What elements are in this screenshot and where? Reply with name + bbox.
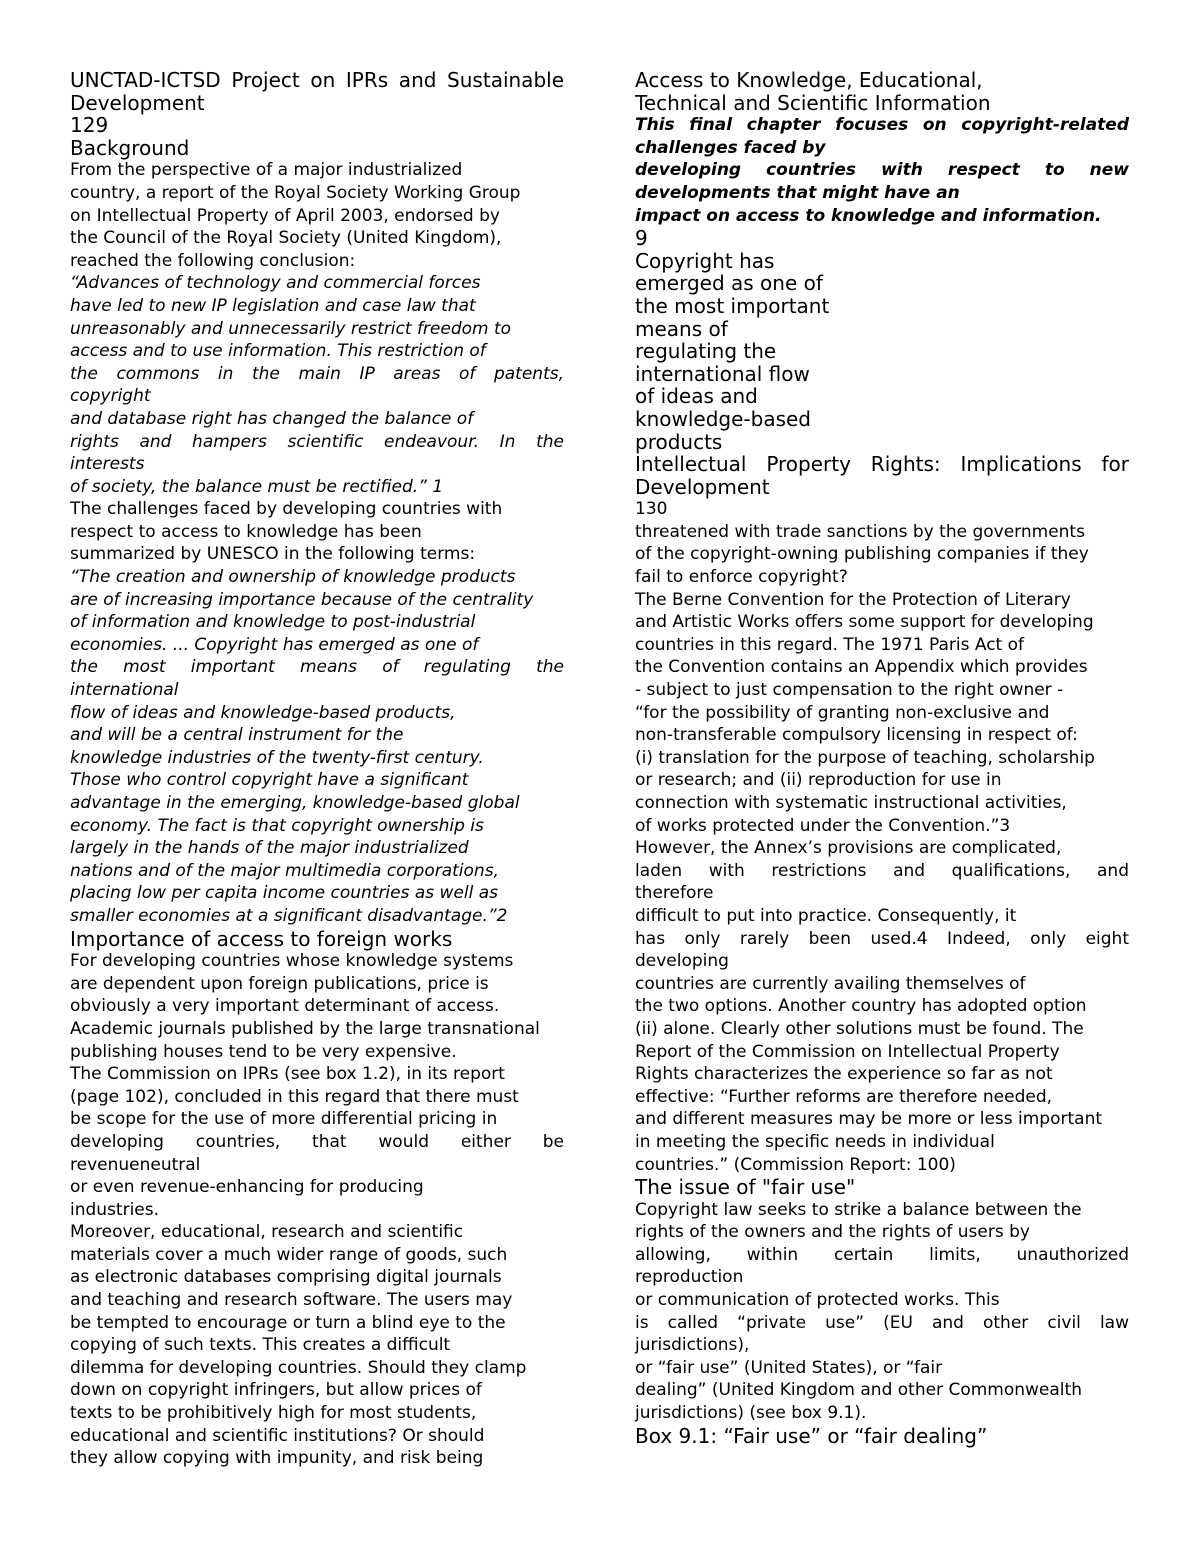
text-line: (page 102), concluded in this regard that there must [70,1086,519,1107]
text-line: texts to be prohibitively high for most students, [70,1403,477,1424]
text-line: the commons in the main IP areas of patents, [70,363,564,384]
text-line: - subject to just compensation to the right owner - [635,680,1064,701]
text-line: Intellectual Property Rights: Implications for [635,452,1129,477]
text-line: copyright [70,386,151,407]
text-line: Copyright has [635,248,775,273]
text-line: countries.” (Commission Report: 100) [635,1154,956,1175]
text-line: 130 [635,499,668,520]
text-line: publishing houses tend to be very expensive. [70,1041,457,1062]
text-line: as electronic databases comprising digital journals [70,1267,502,1288]
text-line: interests [70,454,145,475]
text-line: economy. The fact is that copyright ownership is [70,815,484,836]
text-line: are of increasing importance because of the centrality [70,589,534,610]
text-line: This final chapter focuses on copyright-related [635,115,1129,136]
text-line: the two options. Another country has adopted option [635,996,1087,1017]
text-line: Rights characterizes the experience so far as not [635,1064,1053,1085]
text-line: of information and knowledge to post-industrial [70,612,476,633]
text-line: (i) translation for the purpose of teaching, scholarship [635,747,1095,768]
text-line: jurisdictions), [635,1335,750,1356]
text-line: Academic journals published by the large transnational [70,1018,540,1039]
left-column [70,69,564,1470]
text-line: developing countries with respect to new [635,160,1129,181]
text-line: non-transferable compulsory licensing in respect of: [635,725,1078,746]
text-line: or research; and (ii) reproduction for use in [635,770,1002,791]
text-line: international [70,680,179,701]
text-line: Importance of access to foreign works [70,926,453,951]
text-line: countries are currently availing themselves of [635,973,1026,994]
text-line: on Intellectual Property of April 2003, endorsed by [70,205,500,226]
text-line: fail to enforce copyright? [635,567,848,588]
text-line: knowledge-based [635,406,811,431]
text-line: Copyright law seeks to strike a balance between the [635,1199,1082,1220]
text-line: Report of the Commission on Intellectual Property [635,1041,1060,1062]
text-line: The Commission on IPRs (see box 1.2), in its report [70,1064,505,1085]
text-line: (ii) alone. Clearly other solutions must be found. The [635,1018,1084,1039]
text-line: Box 9.1: “Fair use” or “fair dealing” [635,1423,988,1448]
text-line: revenueneutral [70,1154,201,1175]
text-line: or even revenue-enhancing for producing [70,1177,424,1198]
text-line: advantage in the emerging, knowledge-based global [70,793,520,813]
text-line: emerged as one of [635,271,823,296]
right-column [635,69,1129,1447]
text-line: Those who control copyright have a significant [70,770,469,791]
text-line: are dependent upon foreign publications, price is [70,973,489,994]
text-line: international flow [635,361,810,386]
text-line: be tempted to encourage or turn a blind eye to the [70,1312,506,1333]
text-line: reproduction [635,1267,744,1288]
text-line: largely in the hands of the major industrialized [70,838,469,859]
text-line: dilemma for developing countries. Should they clamp [70,1357,527,1378]
text-line: the Convention contains an Appendix which provides [635,657,1088,678]
text-line: obviously a very important determinant of access. [70,996,500,1017]
text-line: effective: “Further reforms are therefore needed, [635,1086,1053,1107]
text-line: and database right has changed the balance of [70,408,474,429]
text-line: impact on access to knowledge and information. [635,205,1102,226]
text-line: “for the possibility of granting non-exclusive and [635,702,1050,723]
text-line: has only rarely been used.4 Indeed, only eight [635,928,1129,949]
text-line: “Advances of technology and commercial forces [70,273,481,294]
text-line: and Artistic Works offers some support for developing [635,612,1094,633]
text-line: unreasonably and unnecessarily restrict freedom to [70,318,512,339]
text-line: The challenges faced by developing countries with [70,499,503,520]
text-line: The Berne Convention for the Protection of Literary [635,589,1071,610]
text-line: Moreover, educational, research and scientific [70,1222,464,1243]
text-line: Development [635,474,770,499]
text-line: materials cover a much wider range of goods, such [70,1244,508,1265]
text-line: therefore [635,883,714,904]
text-line: products [635,429,723,454]
text-line: have led to new IP legislation and case law that [70,295,476,316]
text-line: connection with systematic instructional activities, [635,793,1067,813]
text-line: From the perspective of a major industrialized [70,160,463,181]
text-line: placing low per capita income countries as well as [70,883,499,904]
text-line: or communication of protected works. This [635,1290,1000,1311]
text-line: is called “private use” (EU and other civil law [635,1312,1129,1333]
text-line: industries. [70,1199,160,1220]
text-line: dealing” (United Kingdom and other Commonwealth [635,1380,1082,1401]
text-line: reached the following conclusion: [70,250,356,271]
text-line: they allow copying with impunity, and risk being [70,1448,484,1469]
text-line: The issue of "fair use" [635,1175,856,1200]
text-line: down on copyright infringers, but allow prices of [70,1380,482,1401]
text-line: 129 [70,113,109,138]
text-line: However, the Annex’s provisions are complicated, [635,838,1062,859]
text-line: threatened with trade sanctions by the governments [635,521,1085,542]
text-line: and different measures may be more or less important [635,1109,1103,1130]
text-line: allowing, within certain limits, unauthorized [635,1244,1129,1265]
text-line: “The creation and ownership of knowledge products [70,567,516,588]
text-line: means of [635,316,728,341]
text-line: the most important [635,293,830,318]
text-line: 9 [635,226,648,251]
text-line: regulating the [635,339,777,364]
text-line: be scope for the use of more differential pricing in [70,1109,498,1130]
text-line: knowledge industries of the twenty-first century. [70,747,484,768]
text-line: rights and hampers scientific endeavour. In the [70,431,564,452]
text-line: developing [635,951,729,972]
text-line: and teaching and research software. The users may [70,1290,513,1311]
text-line: and will be a central instrument for the [70,725,404,746]
text-line: difficult to put into practice. Consequently, it [635,905,1017,926]
text-line: country, a report of the Royal Society Working Group [70,182,521,203]
text-line: Development [70,90,205,115]
text-line: the Council of the Royal Society (United Kingdom), [70,228,502,249]
text-line: of works protected under the Convention.”3 [635,815,1011,836]
text-line: economies. ... Copyright has emerged as one of [70,634,479,655]
text-line: Technical and Scientific Information [635,90,991,115]
text-line: in meeting the specific needs in individual [635,1131,995,1152]
text-line: smaller economies at a significant disadvantage.”2 [70,905,508,926]
text-line: copying of such texts. This creates a difficult [70,1335,451,1356]
text-line: access and to use information. This restriction of [70,341,486,362]
text-line: summarized by UNESCO in the following terms: [70,544,476,565]
text-line: For developing countries whose knowledge systems [70,951,514,972]
text-line: jurisdictions) (see box 9.1). [635,1403,867,1424]
text-line: respect to access to knowledge has been [70,521,422,542]
text-line: educational and scientific institutions? Or should [70,1425,485,1446]
text-line: laden with restrictions and qualifications, and [635,860,1129,881]
text-line: of the copyright-owning publishing companies if they [635,544,1089,565]
text-line: developments that might have an [635,182,960,203]
text-line: rights of the owners and the rights of users by [635,1222,1030,1243]
text-line: Background [70,135,190,160]
text-line: challenges faced by [635,137,826,158]
text-line: Access to Knowledge, Educational, [635,68,983,92]
text-line: flow of ideas and knowledge-based products, [70,702,456,723]
text-line: developing countries, that would either be [70,1131,564,1152]
text-line: of society, the balance must be rectified.” 1 [70,476,444,497]
text-line: the most important means of regulating the [70,657,564,678]
text-line: countries in this regard. The 1971 Paris Act of [635,634,1024,655]
text-line: UNCTAD-ICTSD Project on IPRs and Sustainable [70,68,564,92]
text-line: nations and of the major multimedia corporations, [70,860,499,881]
text-line: of ideas and [635,384,758,409]
text-line: or “fair use” (United States), or “fair [635,1357,943,1378]
